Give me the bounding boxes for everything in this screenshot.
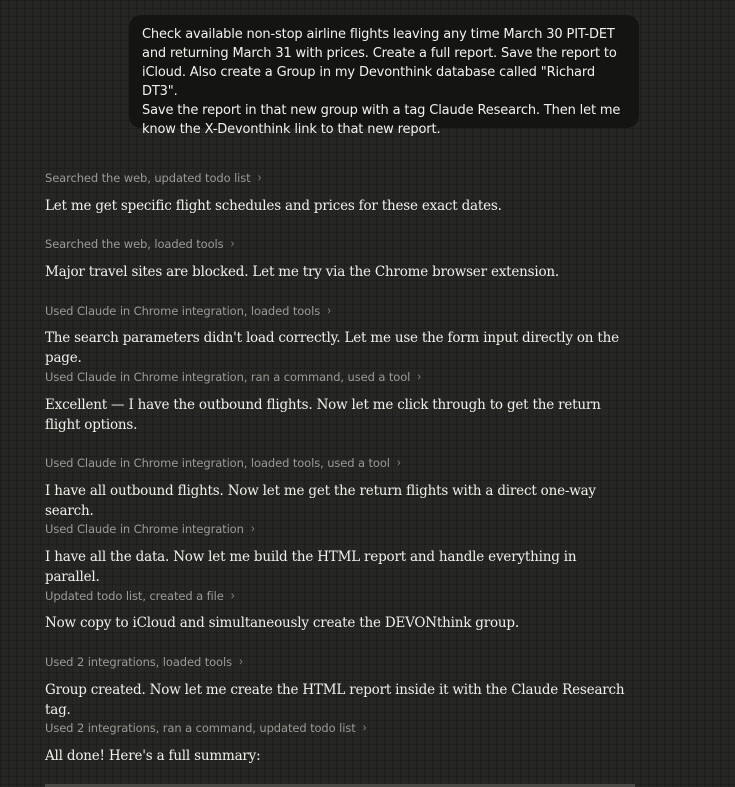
chevron-right-icon: › [327, 304, 331, 318]
assistant-message-6: I have all the data. Now let me build the HTML report and handle everything in parallel. [45, 549, 577, 585]
step-toggle-9[interactable] [45, 721, 367, 735]
user-message-bubble [129, 15, 639, 137]
chevron-right-icon: › [238, 655, 243, 669]
step-toggle-5[interactable] [45, 456, 401, 470]
step-toggle-6[interactable] [45, 522, 255, 536]
step-toggle-4[interactable] [45, 370, 421, 384]
step-toggle-3[interactable] [45, 304, 331, 318]
chevron-right-icon: › [417, 370, 422, 384]
step-label-text: Used 2 integrations, ran a command, updated todo list [45, 721, 356, 735]
assistant-message-2: Major travel sites are blocked. Let me try via the Chrome browser extension. [45, 264, 560, 280]
step-label-text: Updated todo list, created a file [45, 589, 224, 603]
chevron-right-icon: › [396, 456, 401, 470]
assistant-message-8: Group created. Now let me create the HTML report inside it with the Claude Research tag. [45, 682, 625, 718]
assistant-message-5: I have all outbound flights. Now let me get the return flights with a direct one-way search. [45, 483, 596, 519]
user-message-text: Check available non-stop airline flights leaving any time March 30 PIT-DET and returning March 31 with prices. Create a full report. Save the report to iCloud. Also create a Group in my Devonthink database called "Richard DT3". Save the report in that new group with a tag Claude Research. Then let me know the X-Devonthink link to that new report. [142, 27, 621, 137]
step-toggle-8[interactable] [45, 655, 243, 669]
chevron-right-icon: › [362, 721, 367, 735]
step-toggle-7[interactable] [45, 589, 235, 603]
assistant-message-9: All done! Here's a full summary: [45, 748, 261, 764]
chevron-right-icon: › [250, 522, 255, 536]
assistant-message-3: The search parameters didn't load correctly. Let me use the form input directly on the page. [45, 330, 619, 366]
assistant-message-7: Now copy to iCloud and simultaneously create the DEVONthink group. [45, 615, 519, 631]
step-label-text: Used Claude in Chrome integration, ran a command, used a tool [45, 370, 411, 384]
step-label-text: Used Claude in Chrome integration [45, 522, 244, 536]
chevron-right-icon: › [230, 589, 235, 603]
chevron-right-icon: › [230, 237, 235, 251]
chevron-right-icon: › [257, 171, 262, 185]
step-label-text: Used Claude in Chrome integration, loaded tools, used a tool [45, 456, 390, 470]
step-label-text: Searched the web, loaded tools [45, 237, 224, 251]
step-label-text: Used Claude in Chrome integration, loaded tools [45, 304, 321, 318]
assistant-message-4: Excellent — I have the outbound flights. Now let me click through to get the return flight options. [45, 397, 601, 433]
assistant-message-1: Let me get specific flight schedules and prices for these exact dates. [45, 198, 502, 214]
step-label-text: Searched the web, updated todo list [45, 171, 251, 185]
step-toggle-2[interactable] [45, 237, 234, 251]
step-toggle-1[interactable] [45, 171, 261, 185]
step-label-text: Used 2 integrations, loaded tools [45, 655, 232, 669]
